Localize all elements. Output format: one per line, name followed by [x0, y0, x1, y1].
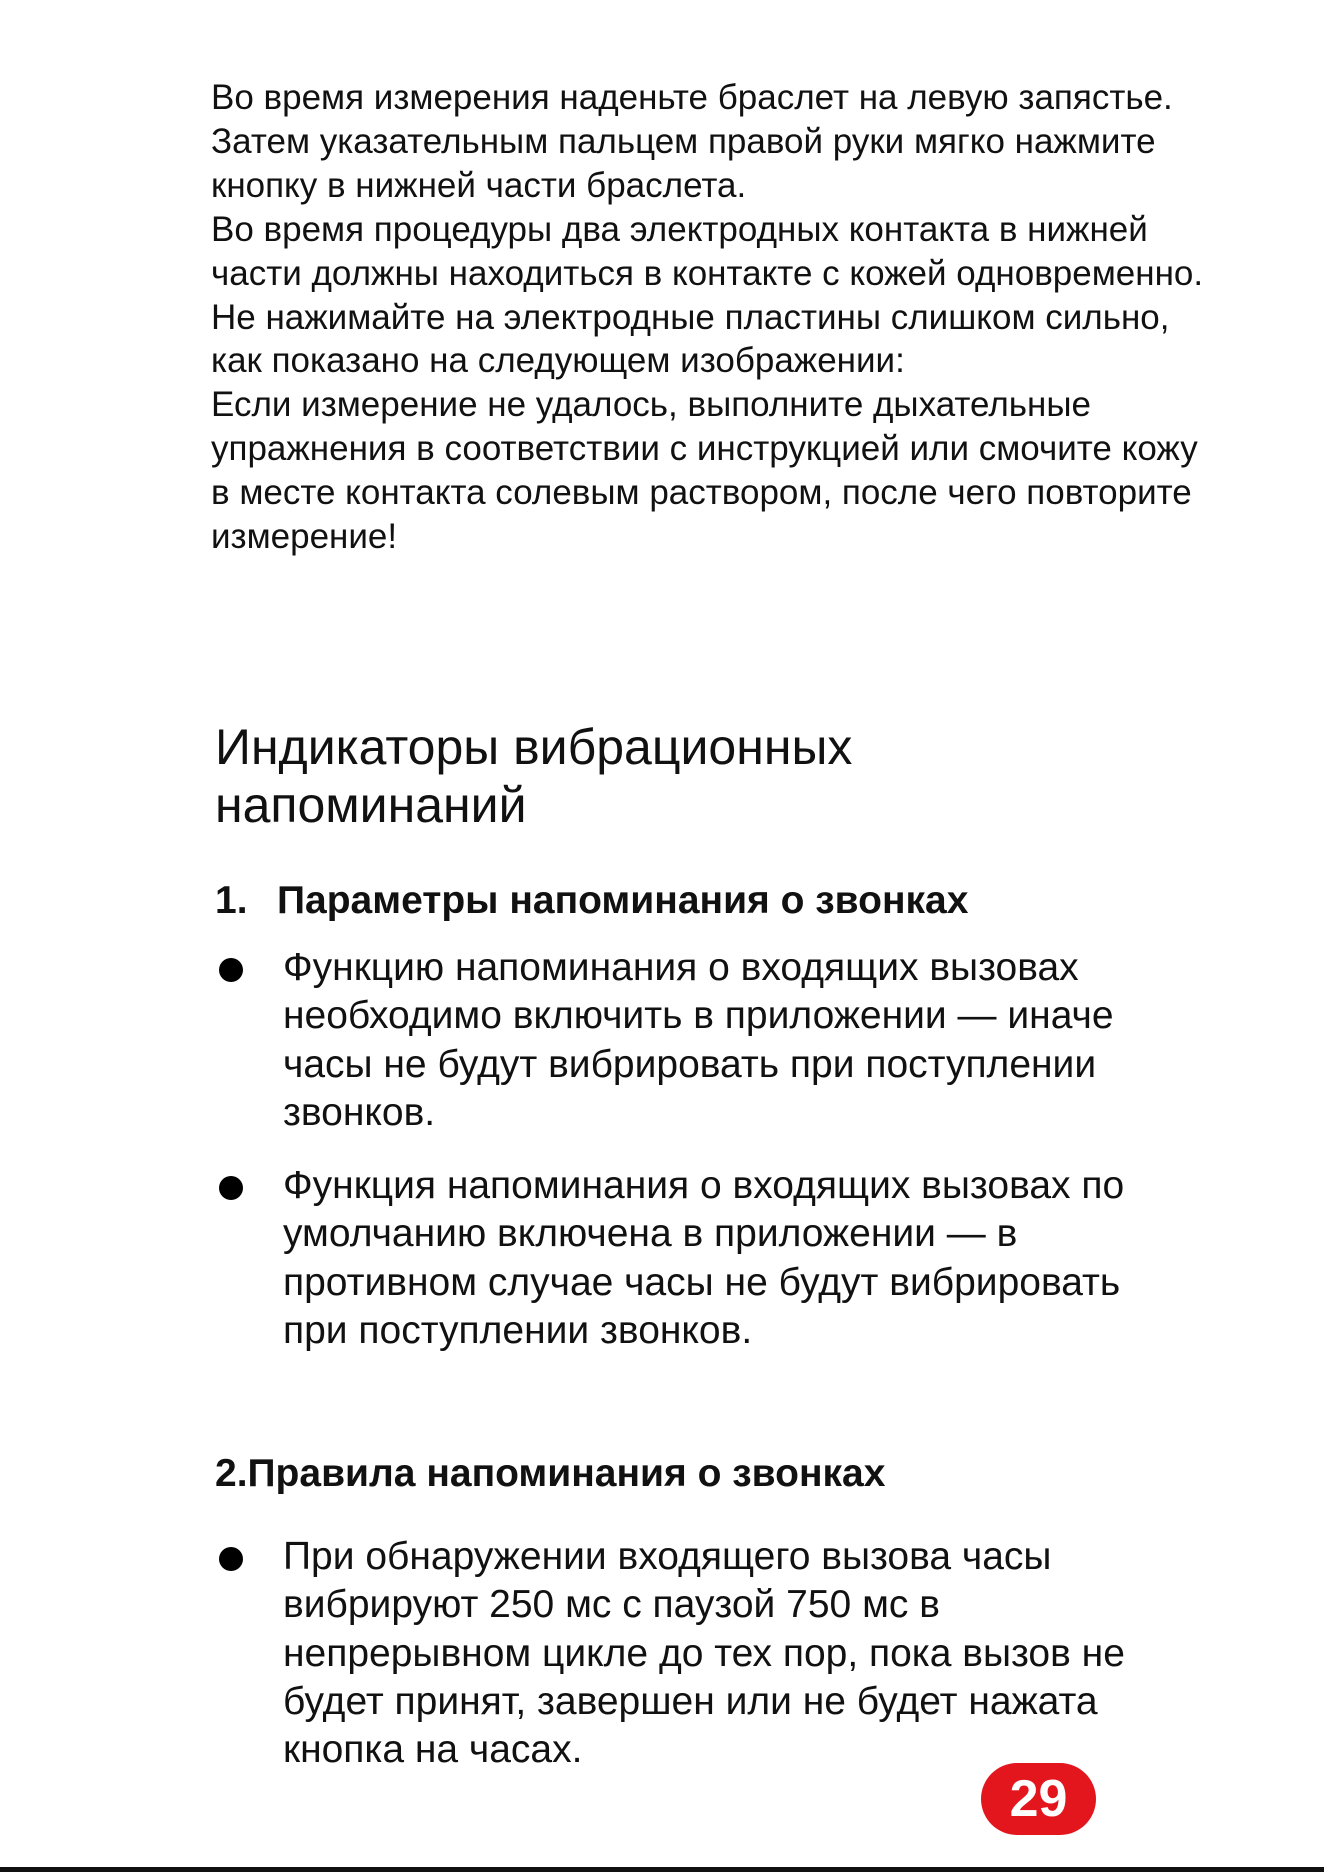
subsection-heading-call-rules: 2.Правила напоминания о звонках	[215, 1452, 886, 1495]
intro-paragraph-retry: Если измерение не удалось, выполните дыхательные упражнения в соответствии с инструкцией или смочите кожу в месте контакта солевым раствором, после чего повторите измерение!	[211, 385, 1198, 557]
bottom-divider	[0, 1867, 1324, 1872]
subsection-number: 1.	[215, 879, 248, 922]
bullet-item	[283, 1162, 1183, 1355]
bullet-dot-icon	[219, 958, 243, 982]
bullet-item	[283, 944, 1183, 1137]
bullet-text: При обнаружении входящего вызова часы вибрируют 250 мс с паузой 750 мс в непрерывном цикле до тех пор, пока вызов не будет принят, завершен или не будет нажата кнопка на часах.	[283, 1535, 1125, 1772]
page-number-badge: 29	[981, 1763, 1096, 1835]
subsection-title: Параметры напоминания о звонках	[277, 879, 969, 922]
intro-text-block	[211, 76, 1211, 559]
bullet-dot-icon	[219, 1547, 243, 1571]
subsection-heading-call-settings	[215, 878, 968, 924]
intro-paragraph-electrodes: Во время процедуры два электродных контакта в нижней части должны находиться в контакте с кожей одновременно. Не нажимайте на электродные пластины слишком сильно, как показано на следующем изображении:	[211, 209, 1204, 381]
bullet-item	[283, 1533, 1183, 1774]
bullet-text: Функция напоминания о входящих вызовах по умолчанию включена в приложении — в противном случае часы не будут вибрировать при поступлении звонков.	[283, 1164, 1125, 1352]
intro-paragraph-bracelet: Во время измерения наденьте браслет на левую запястье. Затем указательным пальцем правой руки мягко нажмите кнопку в нижней части браслета.	[211, 78, 1173, 205]
bullet-text: Функцию напоминания о входящих вызовах необходимо включить в приложении — иначе часы не будут вибрировать при поступлении звонков.	[283, 946, 1114, 1134]
section-title: Индикаторы вибрационных напоминаний	[215, 719, 853, 833]
bullet-dot-icon	[219, 1176, 243, 1200]
